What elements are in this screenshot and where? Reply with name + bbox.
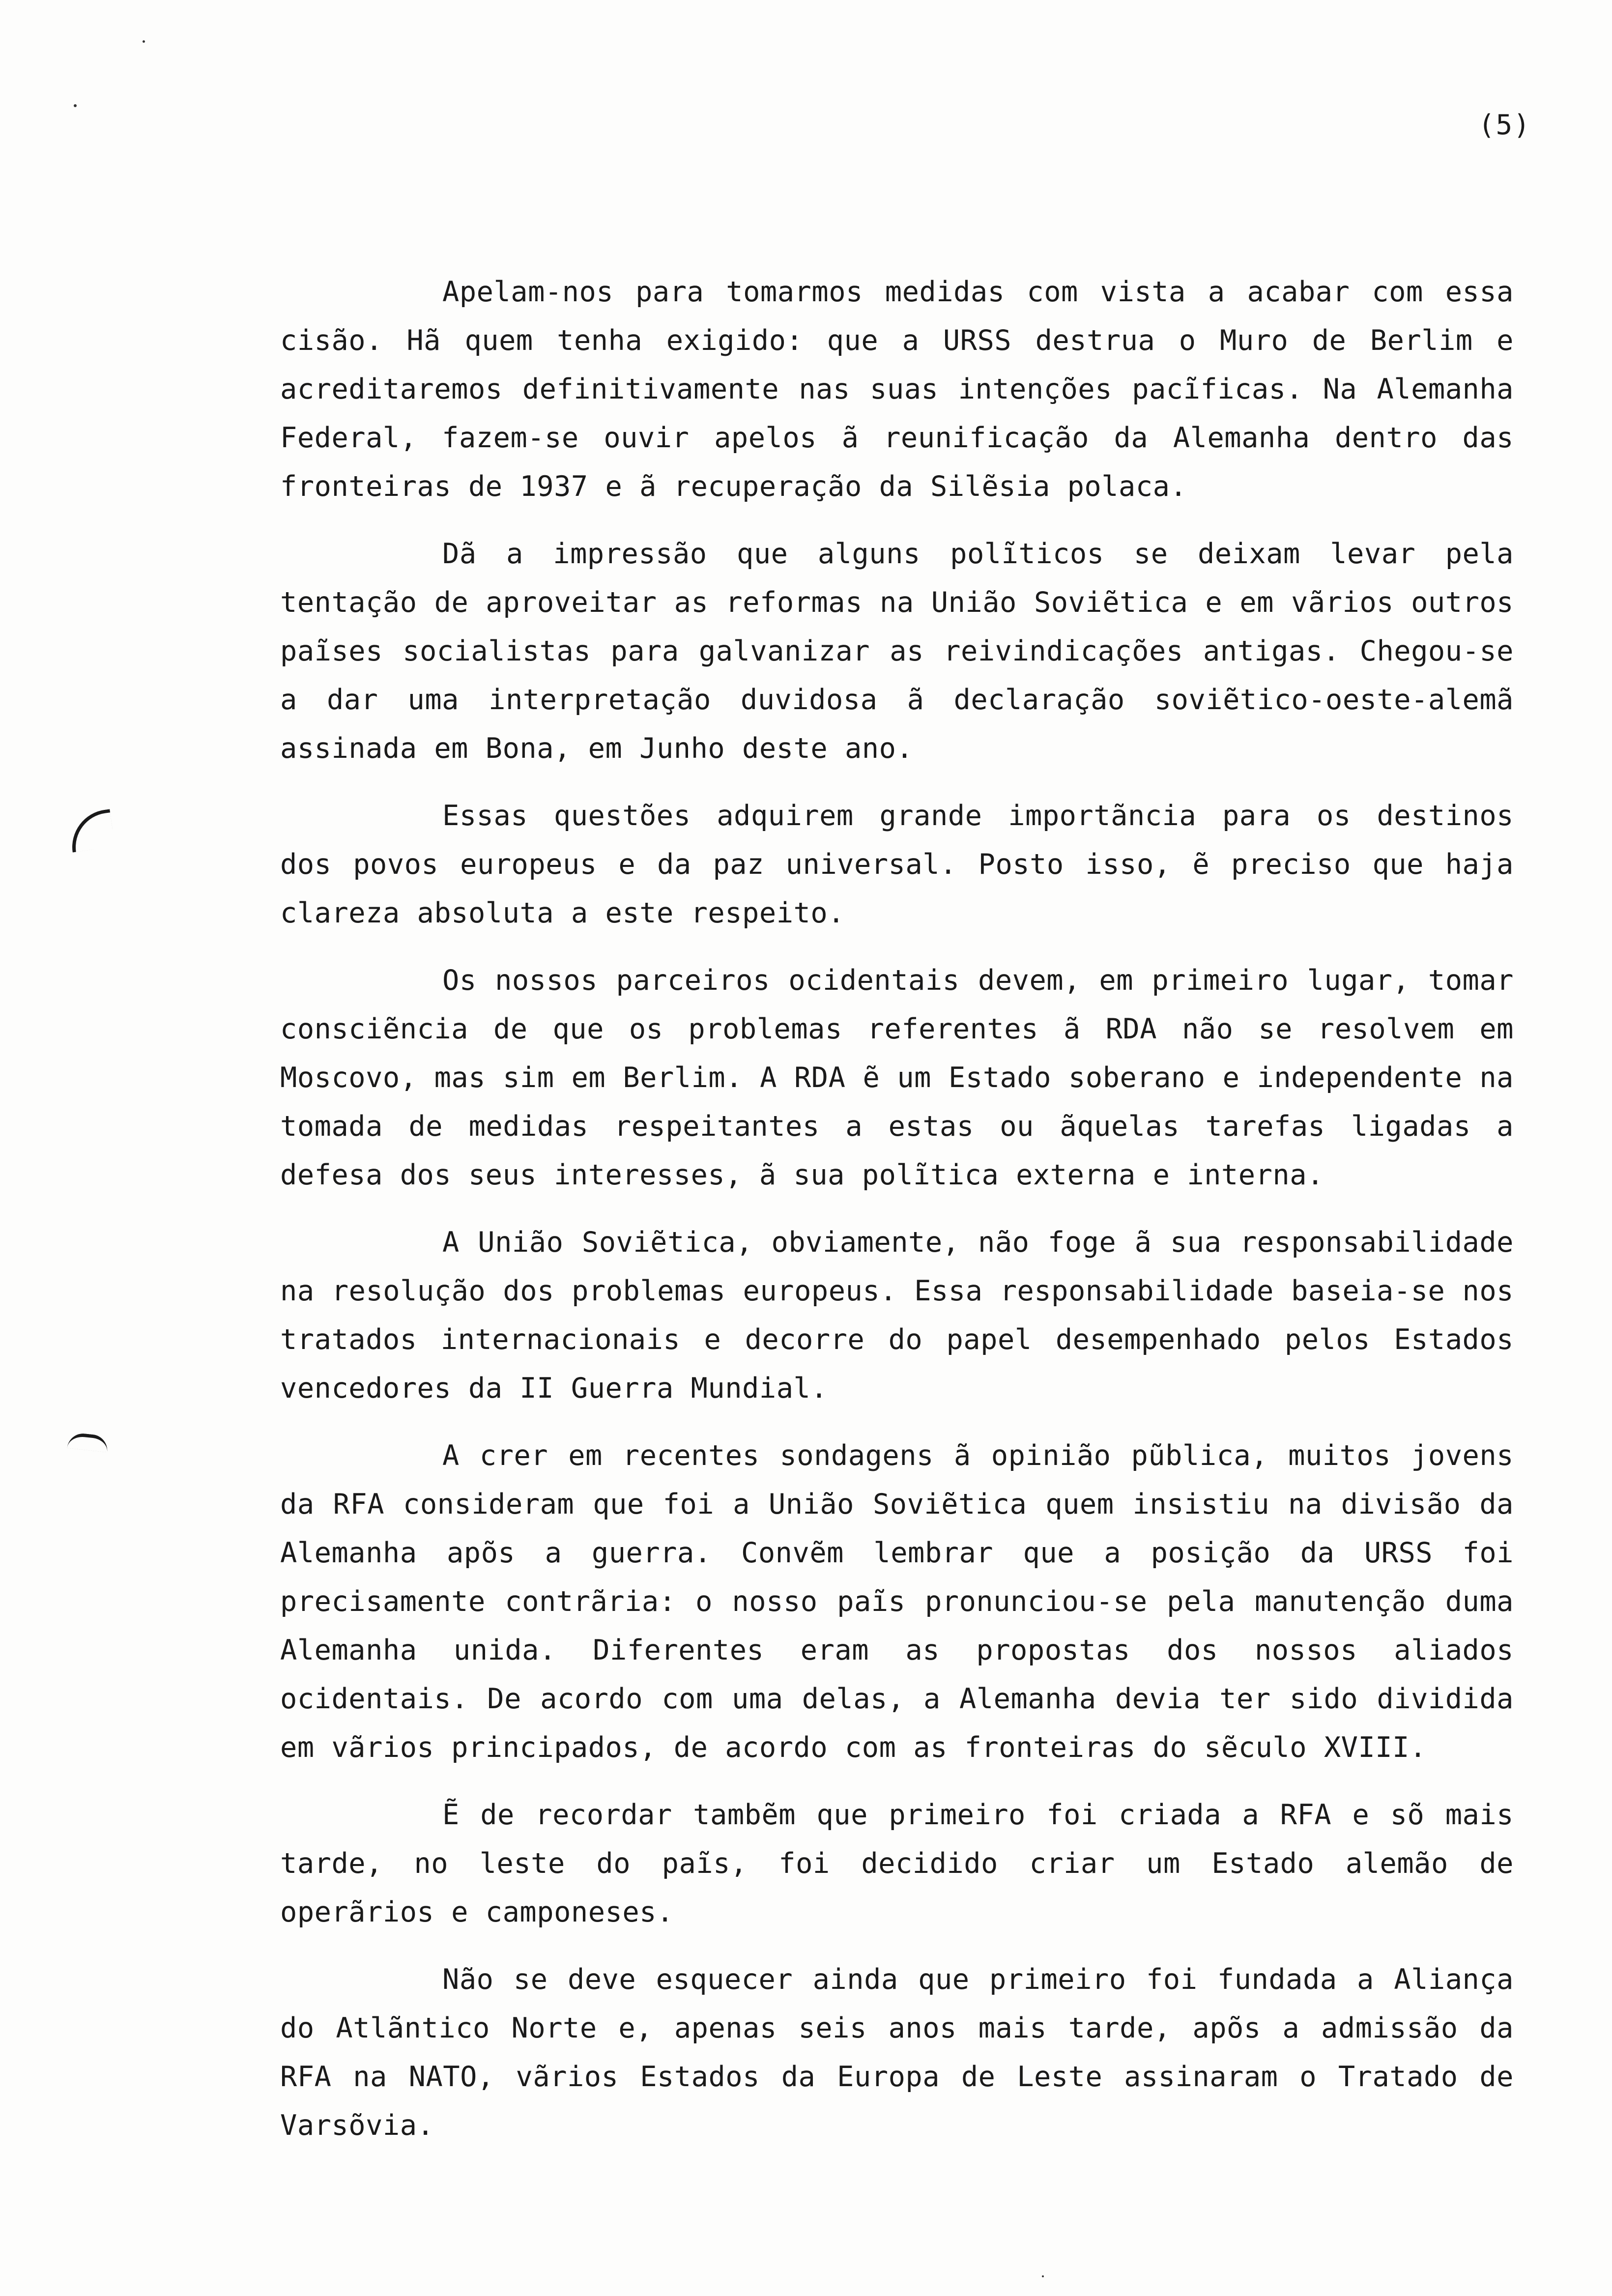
scan-speck	[74, 104, 77, 107]
margin-handwritten-mark	[67, 1432, 109, 1452]
body-text	[280, 268, 1514, 2169]
paragraph: Não se deve esquecer ainda que primeiro foi fundada a Aliança do Atlãntico Norte e, apenas seis anos mais tarde, apõs a admissão da RFA na NATO, vãrios Estados da Europa de Leste assinaram o Tratado de Varsõvia.	[280, 1963, 1514, 2142]
paragraph: Ẽ de recordar tambẽm que primeiro foi criada a RFA e sõ mais tarde, no leste do paĩs, foi decidido criar um Estado alemão de operãrios e camponeses.	[280, 1799, 1514, 1928]
paragraph: A União Soviẽtica, obviamente, não foge ã sua responsabilidade na resolução dos problemas europeus. Essa responsabilidade baseia-se nos tratados internacionais e decorre do papel desempenhado pelos Estados vencedores da II Guerra Mundial.	[280, 1226, 1514, 1405]
margin-handwritten-mark	[67, 809, 115, 852]
paragraph: Dã a impressão que alguns polĩticos se deixam levar pela tentação de aproveitar as reformas na União Soviẽtica e em vãrios outros paĩses socialistas para galvanizar as reivindicações antigas. Chegou-se a dar uma interpretação duvidosa ã declaração soviẽtico-oeste-alemã assinada em Bona, em Junho deste ano.	[280, 538, 1514, 765]
paragraph: A crer em recentes sondagens ã opinião pũblica, muitos jovens da RFA consideram que foi a União Soviẽtica quem insistiu na divisão da Alemanha apõs a guerra. Convẽm lembrar que a posição da URSS foi precisamente contrãria: o nosso paĩs pronunciou-se pela manutenção duma Alemanha unida. Diferentes eram as propostas dos nossos aliados ocidentais. De acordo com uma delas, a Alemanha devia ter sido dividida em vãrios principados, de acordo com as fronteiras do sẽculo XVIII.	[280, 1439, 1514, 1764]
scan-speck	[1042, 2275, 1044, 2277]
paragraph: Apelam-nos para tomarmos medidas com vista a acabar com essa cisão. Hã quem tenha exigido: que a URSS destrua o Muro de Berlim e acreditaremos definitivamente nas suas intenções pacĩficas. Na Alemanha Federal, fazem-se ouvir apelos ã reunificação da Alemanha dentro das fronteiras de 1937 e ã recuperação da Silẽsia polaca.	[280, 276, 1514, 503]
paragraph: Os nossos parceiros ocidentais devem, em primeiro lugar, tomar consciẽncia de que os problemas referentes ã RDA não se resolvem em Moscovo, mas sim em Berlim. A RDA ẽ um Estado soberano e independente na tomada de medidas respeitantes a estas ou ãquelas tarefas ligadas a defesa dos seus interesses, ã sua polĩtica externa e interna.	[280, 964, 1514, 1191]
scan-speck	[143, 40, 145, 43]
page-number: (5)	[1478, 109, 1531, 141]
paragraph: Essas questões adquirem grande importãncia para os destinos dos povos europeus e da paz universal. Posto isso, ẽ preciso que haja clareza absoluta a este respeito.	[280, 800, 1514, 929]
